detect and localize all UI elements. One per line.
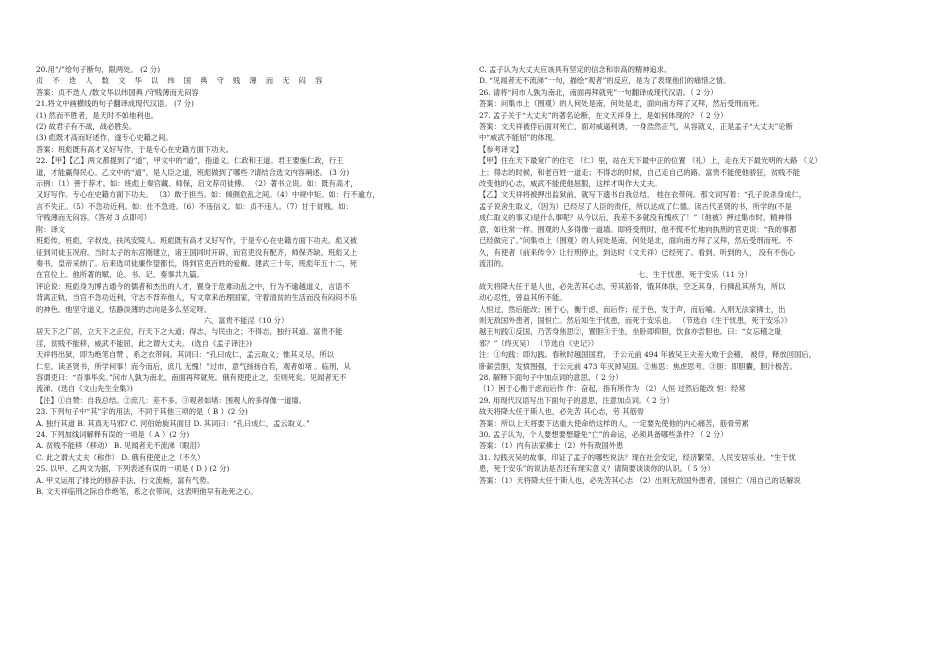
passage-line: 则无敌国外患者，国恒亡。然后知生于忧患，而死于安乐也。 （节选自《生于忧患，死于安乐》）	[479, 315, 792, 325]
reference-line: 成仁取义的事又)是什么事呢？从今以后，我差不多就没有愧疚了！”（他被）押过集市时，精神得	[479, 213, 793, 223]
q22-line: 22.【甲】【乙】两文都提到了“道”，甲文中的“道”，指道义，仁政和王道。君王要施仁政，行王	[36, 156, 344, 166]
reference-line: 孟子说舍生取义，（因为）已经尽了人臣的责任，所以达成了仁德。读古代圣贤的书，所学的(不是	[479, 201, 792, 211]
passage-line: 仁至。读圣贤书，所学何事！而今而后，庶几 无愧！”过市，意气扬扬自若，观者如堵 。临刑，从	[36, 361, 351, 371]
passage-line: 居天下之广居，立天下之正位，行天下之大道；得志，与民由之；不得志，独行其道。富贵不能	[36, 327, 343, 337]
reference-line: 【乙】文天祥将被押出监狱前，就写下遗书自我总结， 桂在衣带间。那文词写着：“孔子说杀身成仁，	[479, 190, 807, 200]
q22-line: 道，才能赢得民心。乙文中的“道”，是人臣之道，班彪做到了哪些 ?请结合选文内容阐述。 (3 分)	[36, 167, 350, 177]
reference-line: 意，如往常一样。围观的人多得像一道墙。即将受刑时，他不慌不忙地向执刑的官吏说：“我的事都	[479, 224, 797, 234]
translation-line: 的神色。他坚守道义，恬静淡薄的志向是多么坚定呀。	[36, 304, 212, 314]
reference-line: 上；得志的时候，和老百姓一道走；不得志的时候，自己走自己的路。富贵不能使他骄狂，贫贱不能	[479, 167, 801, 177]
q28-answer: （1）困于心衡于虑而后作 作：奋起，指有所作为 （2）人恒 过然后能改 恒：经常	[479, 384, 746, 394]
right-column	[479, 64, 911, 486]
q22-example: 示例：（1）善于荐才。如：班彪上奏官藏、师保，启文荐司徒傅。 （2）著书立说。如：既有高才，	[36, 179, 358, 189]
translation-line: 评论说：班彪身为博古通今的儒者和杰出的人才，置身于危难动乱之中，行为不逾越道义，言语不	[36, 281, 350, 291]
q27-line: 27. 孟子关于“大丈夫”的著名论断，在文天祥身上，是如何体现的? （ 2 分）	[479, 110, 728, 120]
q29-sentence: 故天将降大任于斯人也，必先苦 其心志，劳 其筋骨	[479, 407, 645, 417]
reference-line: 已经做完了。”问集市上（围观）的人何处是南，何处是北，面向南方拜了又拜，然后受刑而死。不	[479, 236, 793, 246]
q21-line: 21.将文中画横线的句子翻译成现代汉语。 (7 分)	[36, 99, 194, 109]
q20-answer: 答案：贞不迭人 /数文华以纬国典 /守贱薄而无闷容	[36, 87, 199, 97]
q31-line: 31. 勾践灭吴的故事，印证了孟子的哪些说法？现在社会安定，经济繁荣，人民安居乐业。“生于忧	[479, 452, 796, 462]
q23-line: 23. 下列句子中“其”字的用法，不同于其他三项的是（ B ）(2 分)	[36, 407, 248, 417]
translation-line: 在官位上。他所著的赋、论、书、记、奏事共九篇。	[36, 270, 204, 280]
q20-line: 20.用“/”给句子断句，限两处。 (2 分)	[36, 65, 161, 74]
left-column	[36, 64, 456, 497]
q25-line: 25. 以甲、乙两文为据，下列表述有误的一项是 ( D ) (2 分)	[36, 464, 230, 474]
q28-line: 28. 解释下面句子中加点词的意思。（ 2 分）	[479, 372, 623, 382]
q21-item-2: (2) 故君子有不战，战必胜矣。	[36, 122, 137, 132]
translation-line: 奏书，皇帝采纳了。后来选司徒廉作望都长，得到官吏百姓的爱戴。建武三十年，班彪年五十二，死	[36, 258, 358, 268]
q20-sentence: 贞 不 迭 人 数 文 华 以 纬 国 典 守 贱 薄 而 无 闷 容	[36, 76, 326, 86]
translation-line: 背离正轨，当官不急功近利，守志不背弃他人，写文章来治理国家，守着清贫的生活而没有闷闷不乐	[36, 293, 358, 303]
passage-line: 动心忍性，曾益其所不能。	[479, 293, 567, 303]
q26-answer: 答案：问集市上（围观）的人何处是南，何处是北，面向南方拜了又拜，然后受刑而死。	[479, 99, 764, 109]
section-7-title: 七、生于忧患，死于安乐（11 分）	[638, 270, 752, 280]
note-line: 注：①句践：即勾践。春秋时越国国君， 于公元前 494 年被吴王夫差大败于会稽， 被俘，释放回国后，	[479, 350, 816, 360]
translation-line: 征到司徒玉况府。当时太子的东宫刚建立，诸王国同时开辟，而官吏没有配齐，师保齐缺。班彪又上	[36, 247, 358, 257]
q31-line: 患，死于安乐”的说法是否还有现实意义？请简要谈谈你的认识。（ 5 分）	[479, 464, 715, 474]
translation-line: 班彪传，班彪，字叔皮，扶风安陵人。班彪既有高才又好写作，于是专心在史籍方面下功夫。彪又被	[36, 236, 358, 246]
q21-answer: 答案：班彪既有高才又好写作，于是专心在史籍方面下功夫。	[36, 144, 234, 154]
q25-option-d: D. “见闻者无不流涕”一句，描绘“观者”的反应，是为了表现他们的痛惜之情。	[479, 76, 731, 86]
passage-line: 容谓吏曰：“吾事毕矣。”问市人孰为南北，南面再拜就死。俄有使使止之，至则死矣。见闻者无不	[36, 372, 347, 382]
reference-line: 改变他的心志，威武不能使他屈服，这样才叫作大丈夫。	[479, 179, 662, 189]
q29-answer: 答案：所以上天将要下达重大使命给这样的人，一定要先使他的内心痛苦，筋骨劳累	[479, 418, 749, 428]
q22-example: 言不失正。（5）不急功近利。如：仕不急进。（6）不违信义。如：贞不违人。（7）甘于贫贱。如：	[36, 201, 353, 211]
translation-heading: 附：译文	[36, 224, 66, 234]
q22-example: 又好写作。专心在史籍方面下功夫。 （3）敢于担当。如：倾侧危乱之间。（4）中规中矩。如：行不逾方，	[36, 190, 380, 200]
q21-item-3: (3) 彪既才高而好述作，遂专心史籍之间。	[36, 133, 173, 143]
passage-line: 邪？”（终灭吴） （节选自《史记》）	[479, 338, 599, 348]
passage-line: 天祥将出狱，即为绝笔自赞 ，系之衣带间。其词曰：“孔曰成仁，孟云取义；惟其义尽，所以	[36, 350, 334, 360]
q24-options: C. 此之谓大丈夫（称作） D. 俄有使使止之（不久）	[36, 452, 205, 462]
passage-line: 人恒过，然后能改；困于心，衡于虑，而后作；征于色，发于声，而后喻。入则无法家拂士，出	[479, 304, 786, 314]
passage-line: 淫，贫贱不能移，威武不能屈，此之谓大丈夫。 (选自《孟子译注》)	[36, 338, 252, 348]
note-line: 【注】①自赞：自我总结。②庶几：差不多。③观者如堵：围观人的多得像一道墙。	[36, 395, 306, 405]
q22-example: 守贱薄而无闷容。（答对 3 点即可）	[36, 213, 152, 223]
q26-line: 26. 请将“问市人孰为南北，南面再拜就死”一句翻译成现代汉语。（ 2 分）	[479, 87, 718, 97]
q27-answer: 中“威武不能屈”的体现。	[479, 133, 560, 143]
q24-options: A. 贫贱不能移（移动） B. 见闻者无不流涕（眼泪）	[36, 441, 205, 451]
passage-line: 越王句践①反国，乃苦身焦思②，置胆③于坐，坐卧即仰胆，饮食亦尝胆也。曰：“女忘稽之耻	[479, 327, 782, 337]
reference-heading: 【参考译文】	[479, 144, 523, 154]
q30-line: 30. 孟子认为，个人要想要想避免“亡”的命运，必须具备哪些条件? （ 2 分）	[479, 430, 728, 439]
q25-option-c: C. 孟子认为大丈夫应该具有坚定的信念和崇高的精神追求。	[479, 65, 672, 74]
reference-line: 流泪的。	[479, 258, 509, 268]
note-line: 卧薪尝胆，发愤图强，于公元前 473 年灭掉吴国。②焦思：焦虑思考。③胆：即胆囊，胆汁极苦。	[479, 361, 797, 371]
q29-line: 29. 用现代汉语写出下面句子的意思，注意加点词。（ 2 分）	[479, 395, 674, 405]
q21-item-1: (1) 然而不胜者，是天时不如地利也。	[36, 110, 159, 120]
passage-line: 故天将降大任于是人也，必先苦其心志，劳其筋骨，饿其体肤，空乏其身，行拂乱其所为，所以	[479, 281, 786, 291]
reference-line: 【甲】住在天下最宽广的住宅 （仁）里，站在天下最中正的位置 （礼）上，走在天下最光明的大路 （义）	[479, 156, 822, 166]
reference-line: 久，有使者（前来传令）让行刑停止，到达时（文天祥）已经死了。看到、听到的人， 没有不伤心	[479, 247, 796, 257]
q24-line: 24. 下列加线词解释有误的一项是（ A ）(2 分)	[36, 430, 190, 439]
q31-answer: 答案：（1）天将降大任于斯人也，必先苦其心志 （2）出则无敌国外患者，国恒亡（用自己的话解说	[479, 475, 801, 485]
section-6-title: 六、富贵不能淫（10 分）	[203, 315, 289, 325]
q27-answer: 答案：文天祥被俘后面对死亡，面对威逼利诱，一身浩然正气，从容就义，正是孟子“大丈夫”论断	[479, 122, 793, 132]
passage-line: 流涕。(选自《文山先生全集》)	[36, 384, 133, 394]
q25-option-a: A. 甲文运用了排比的修辞手法，行文流畅，富有气势。	[36, 475, 214, 485]
q23-options: A. 独行其道 B. 其真无马邪? C. 河伯始旋其面目 D. 其词曰：“孔曰成仁，孟云取义。”	[36, 418, 310, 428]
q25-option-b: B. 文天祥临刑之际自作绝笔，系之衣带间，这表明他早有赴死之心。	[36, 487, 258, 497]
q30-answer: 答案：（1）内有法家拂士（2）外有敌国外患	[479, 441, 624, 451]
